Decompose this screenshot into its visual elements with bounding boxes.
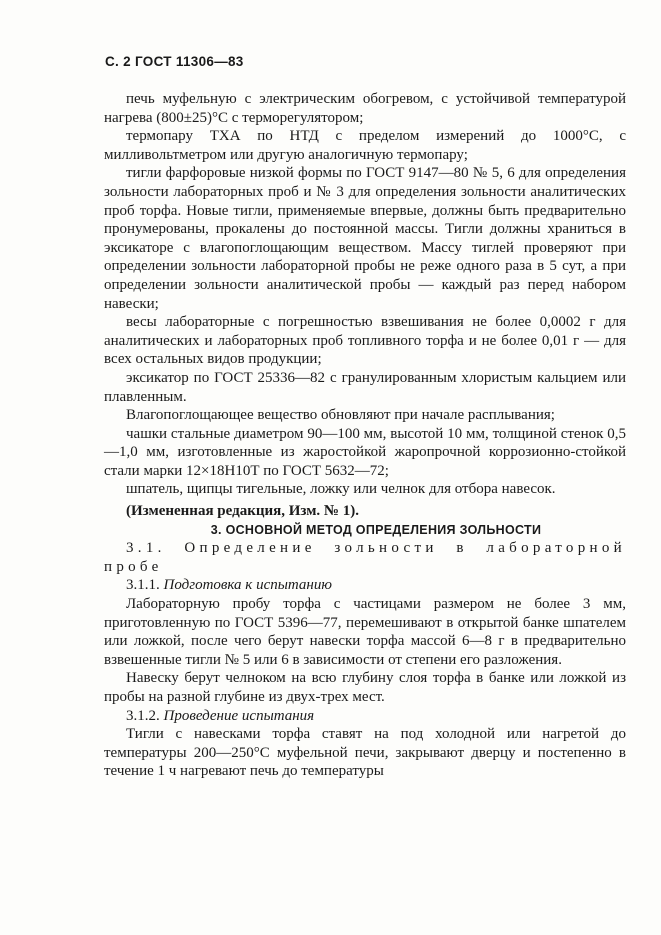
paragraph-sampling: Навеску берут челноком на всю глубину слоя торфа в банке или ложкой из пробы на разной глубине из двух-трех мест. <box>104 670 626 705</box>
paragraph-desiccator: эксикатор по ГОСТ 25336—82 с гранулированным хлористым кальцием или плавленным. <box>104 369 626 405</box>
paragraph-crucible-heating: Тигли с навесками торфа ставят на под холодной или нагретой до температуры 200—250°С муфельной печи, закрывают дверцу и постепенно в течение 1 ч нагревают печь до температуры <box>104 726 626 780</box>
paragraph-steel-dishes: чашки стальные диаметром 90—100 мм, высотой 10 мм, толщиной стенок 0,5—1,0 мм, изготовленные из жаростойкой жаропрочной коррозионно-стойкой стали марки 12×18Н10Т по ГОСТ 5632—72; <box>104 425 626 479</box>
paragraph-lab-sample: Лабораторную пробу торфа с частицами размером не более 3 мм, приготовленную по ГОСТ 5396—77, перемешивают в открытой банке шпателем или ложкой, после чего берут навески торфа массой 6—8 г в предварительно взвешенные тигли № 5 или 6 в зависимости от степени его разложения. <box>104 596 626 668</box>
paragraph-tools: шпатель, щипцы тигельные, ложку или челнок для отбора навесок. <box>126 481 556 498</box>
clause-3-1-1-title: Подготовка к испытанию <box>163 577 332 594</box>
clause-3-1 <box>104 539 626 576</box>
clause-3-1-1 <box>104 576 626 595</box>
clause-3-1-1-number: 3.1.1. <box>126 577 164 594</box>
edit-note: (Измененная редакция, Изм. № 1). <box>126 503 360 520</box>
paragraph-absorbent: Влагопоглощающее вещество обновляют при начале расплывания; <box>126 407 555 424</box>
clause-3-1-text: 3.1. Определение зольности в лабораторной пробе <box>104 540 626 575</box>
paragraph-furnace: печь муфельную с электрическим обогревом, с устойчивой температурой нагрева (800±25)°С с терморегулятором; <box>104 91 626 126</box>
paragraph-scales: весы лабораторные с погрешностью взвешивания не более 0,0002 г для аналитических и лабораторных проб топливного торфа и не более 0,01 г — для всех остальных видов продукции; <box>104 314 626 368</box>
section-title: 3. ОСНОВНОЙ МЕТОД ОПРЕДЕЛЕНИЯ ЗОЛЬНОСТИ <box>210 522 542 537</box>
clause-3-1-2 <box>104 707 626 726</box>
paragraph-crucibles: тигли фарфоровые низкой формы по ГОСТ 9147—80 № 5, 6 для определения зольности лабораторных проб и № 3 для определения зольности аналитических проб торфа. Новые тигли, применяемые впервые, должны быть предварительно пронумерованы, прокалены до постоянной массы. Тигли должны храниться в эксикаторе с влагопоглощающим веществом. Массу тиглей проверяют при определении зольности лабораторной пробы не реже одного раза в 5 сут, а при определении зольности аналитической пробы — каждый раз перед набором навески; <box>104 165 626 312</box>
paragraph-thermocouple: термопару ТХА по НТД с пределом измерений до 1000°С, с милливольтметром или другую аналогичную термопару; <box>104 128 626 163</box>
clause-3-1-2-number: 3.1.2. <box>126 707 164 724</box>
body-text <box>104 90 626 781</box>
page-header: С. 2 ГОСТ 11306—83 <box>105 54 244 69</box>
clause-3-1-2-title: Проведение испытания <box>163 707 315 724</box>
